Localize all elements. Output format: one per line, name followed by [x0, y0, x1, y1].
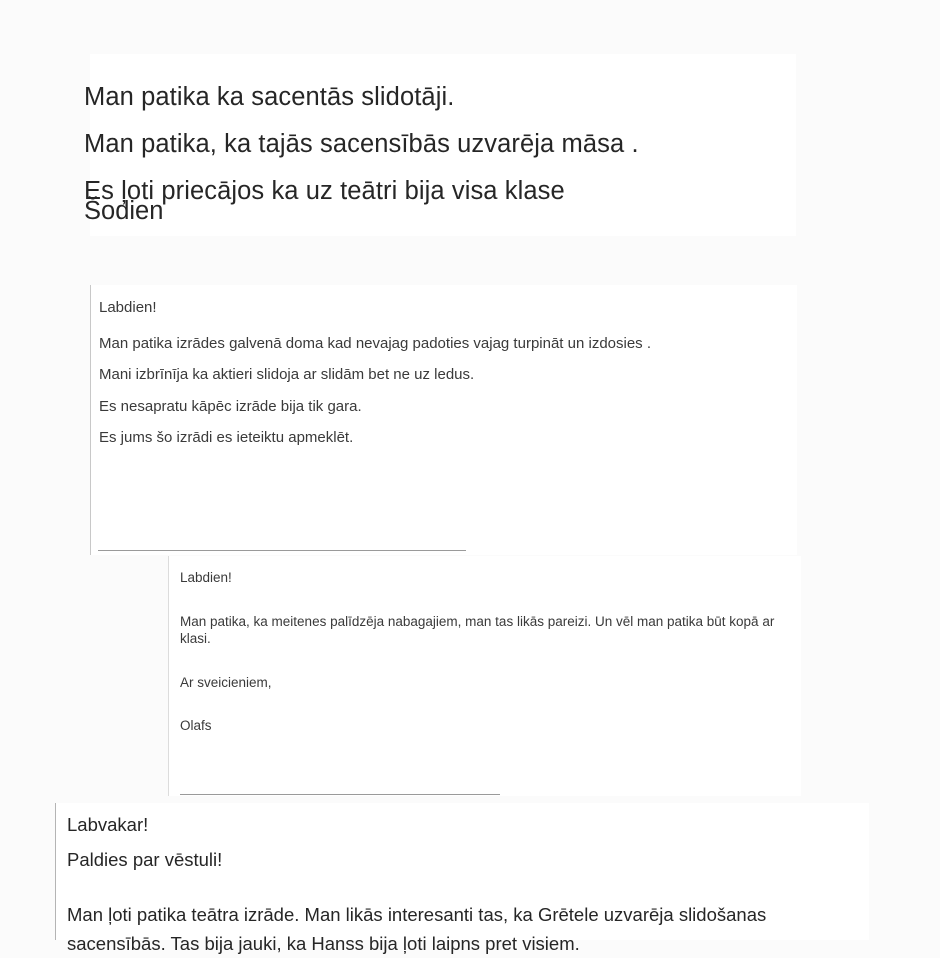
message-two-paragraph: Man ļoti patika teātra izrāde. Man likās interesanti tas, ka Grētele uzvarēja slidošanas sacensībās. Tas bija jauki, ka Hanss bija ļoti laipns pret visiem.: [67, 904, 767, 954]
quoted-reply-paragraph: Man patika, ka meitenes palīdzēja nabagajiem, man tas likās pareizi. Un vēl man patika būt kopā ar klasi.: [180, 613, 775, 646]
quoted-reply-block: [168, 556, 801, 796]
top-note-line-1: Man patika ka sacentās slidotāji.: [84, 83, 455, 111]
message-one-separator-rule: [98, 550, 466, 551]
quoted-reply-separator-rule: [180, 794, 500, 795]
message-two-body: [67, 810, 863, 958]
top-note-clipped-line: [84, 197, 164, 235]
quoted-reply-greeting: Labdien!: [180, 570, 232, 585]
message-one-paragraph-2: Mani izbrīnīja ka aktieri slidoja ar slidām bet ne uz ledus.: [99, 366, 475, 383]
message-one-greeting: Labdien!: [99, 299, 157, 316]
message-one-paragraph-1: Man patika izrādes galvenā doma kad nevajag padoties vajag turpināt un izdosies .: [99, 334, 652, 352]
top-note-block: [84, 54, 796, 236]
top-note-lines: [84, 74, 639, 215]
message-one-body: [99, 298, 787, 464]
message-two-block: [55, 803, 869, 954]
quoted-reply-signature: Olafs: [180, 718, 212, 733]
top-note-line-3: Es ļoti priecājos ka uz teātri bija visa klase: [84, 177, 565, 205]
message-one-block: [90, 285, 797, 555]
top-note-clipped-text: Šodien: [84, 197, 164, 225]
message-two-thanks: Paldies par vēstuli!: [67, 849, 223, 870]
top-note-line-2: Man patika, ka tajās sacensībās uzvarēja māsa .: [84, 130, 639, 158]
message-one-paragraph-4: Es jums šo izrādi es ieteiktu apmeklēt.: [99, 429, 354, 446]
quoted-reply-closing: Ar sveicieniem,: [180, 674, 272, 690]
quoted-reply-body: [180, 569, 791, 761]
message-two-greeting: Labvakar!: [67, 814, 149, 835]
message-one-paragraph-3: Es nesapratu kāpēc izrāde bija tik gara.: [99, 397, 362, 415]
